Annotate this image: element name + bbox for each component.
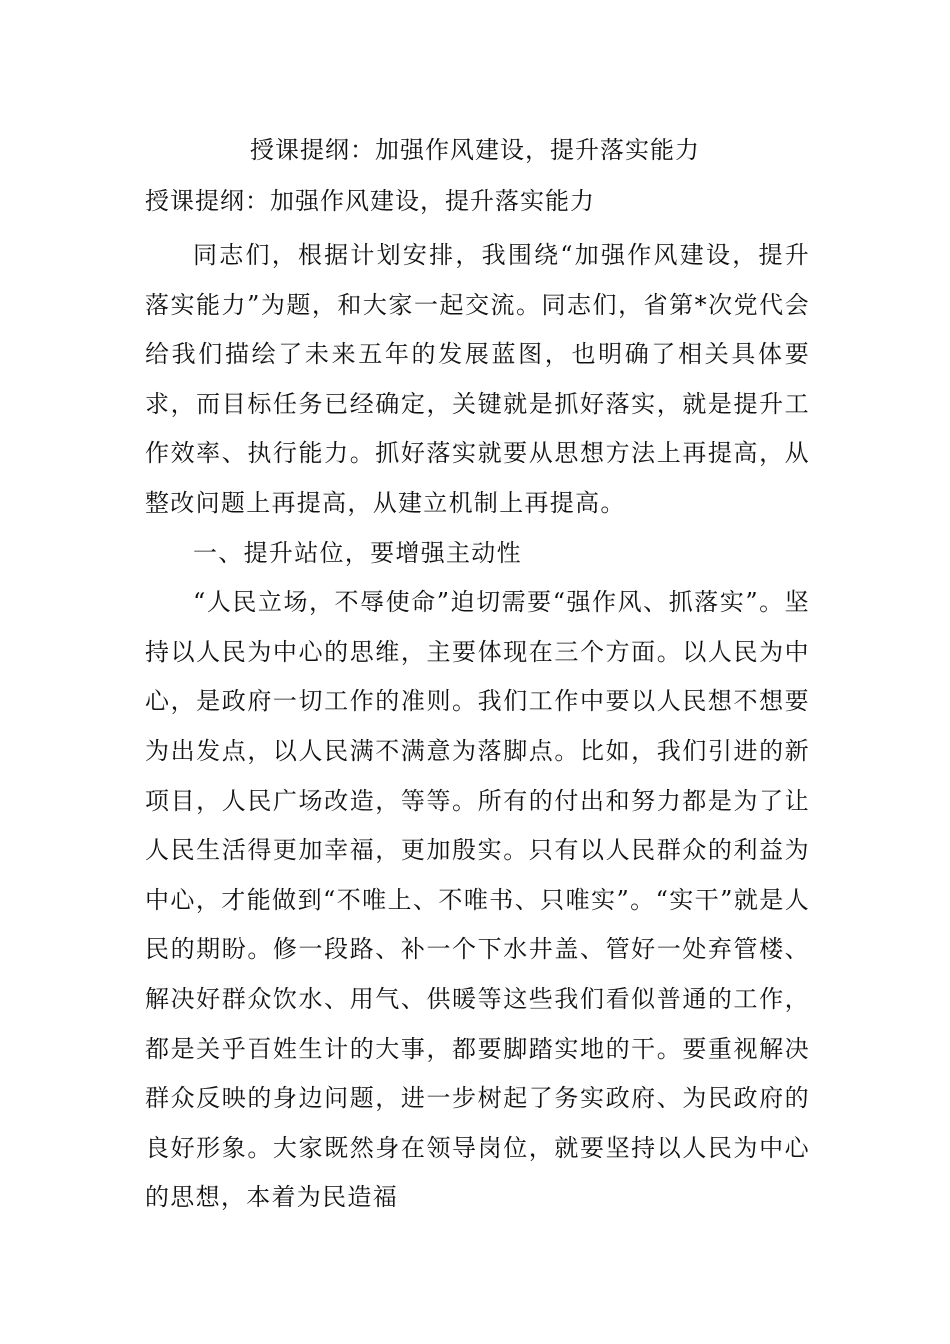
intro-paragraph: 同志们，根据计划安排，我围绕“加强作风建设，提升落实能力”为题，和大家一起交流。同志们，省第*次党代会给我们描绘了未来五年的发展蓝图，也明确了相关具体要求，而目标任务已经确定，关键就是抓好落实，就是提升工作效率、执行能力。抓好落实就要从思想方法上再提高，从整改问题上再提高，从建立机制上再提高。 bbox=[145, 241, 810, 517]
section-paragraph: “人民立场，不辱使命”迫切需要“强作风、抓落实”。坚持以人民为中心的思维，主要体现在三个方面。以人民为中心，是政府一切工作的准则。我们工作中要以人民想不想要为出发点，以人民满不满意为落脚点。比如，我们引进的新项目，人民广场改造，等等。所有的付出和努力都是为了让人民生活得更加幸福，更加殷实。只有以人民群众的利益为中心，才能做到“不唯上、不唯书、只唯实”。“实干”就是人民的期盼。修一段路、补一个下水井盖、管好一处弃管楼、解决好群众饮水、用气、供暖等这些我们看似普通的工作，都是关乎百姓生计的大事，都要脚踏实地的干。要重视解决群众反映的身边问题，进一步树起了务实政府、为民政府的良好形象。大家既然身在领导岗位，就要坚持以人民为中心的思想，本着为民造福 bbox=[145, 588, 810, 1212]
document-title: 授课提纲：加强作风建设，提升落实能力 bbox=[250, 136, 700, 164]
document-subtitle: 授课提纲：加强作风建设，提升落实能力 bbox=[145, 187, 595, 215]
document-body bbox=[145, 231, 810, 1223]
section-heading: 一、提升站位，要增强主动性 bbox=[193, 538, 522, 567]
